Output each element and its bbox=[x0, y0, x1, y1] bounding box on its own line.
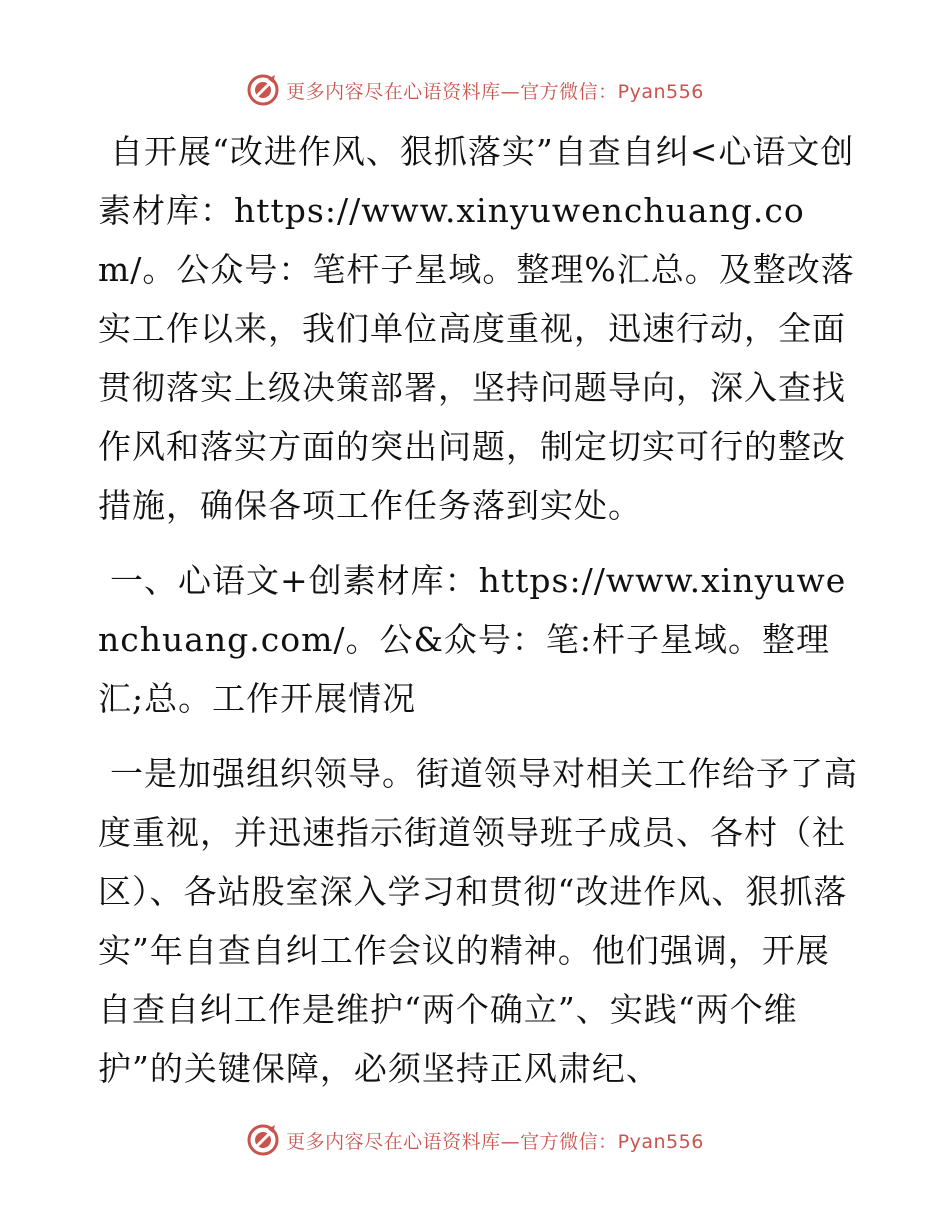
section-heading: 一、心语文+创素材库：https://www.xinyuwenchuang.com/。公&众号：笔:杆子星域。整理汇;总。工作开展情况 bbox=[98, 561, 847, 718]
watermark-text: 更多内容尽在心语资料库—官方微信：Pyan556 bbox=[286, 1130, 704, 1153]
seal-logo-icon bbox=[246, 73, 280, 107]
document-body bbox=[98, 122, 858, 1114]
paragraph-first-point: 一是加强组织领导。街道领导对相关工作给予了高度重视，并迅速指示街道领导班子成员、各村（社区）、各站股室深入学习和贯彻“改进作风、狠抓落实”年自查自纠工作会议的精神。他们强调，开展自查自纠工作是维护“两个确立”、实践“两个维护”的关键保障，必须坚持正风肃纪、 bbox=[98, 754, 858, 1088]
watermark-text: 更多内容尽在心语资料库—官方微信：Pyan556 bbox=[286, 80, 704, 103]
header-watermark bbox=[0, 70, 950, 110]
paragraph-intro: 自开展“改进作风、狠抓落实”自查自纠<心语文创素材库：https://www.xinyuwenchuang.com/。公众号：笔杆子星域。整理%汇总。及整改落实工作以来，我们单位高度重视，迅速行动，全面贯彻落实上级决策部署，坚持问题导向，深入查找作风和落实方面的突出问题，制定切实可行的整改措施，确保各项工作任务落到实处。 bbox=[98, 132, 855, 525]
footer-watermark bbox=[0, 1120, 950, 1160]
seal-logo-icon bbox=[246, 1123, 280, 1157]
